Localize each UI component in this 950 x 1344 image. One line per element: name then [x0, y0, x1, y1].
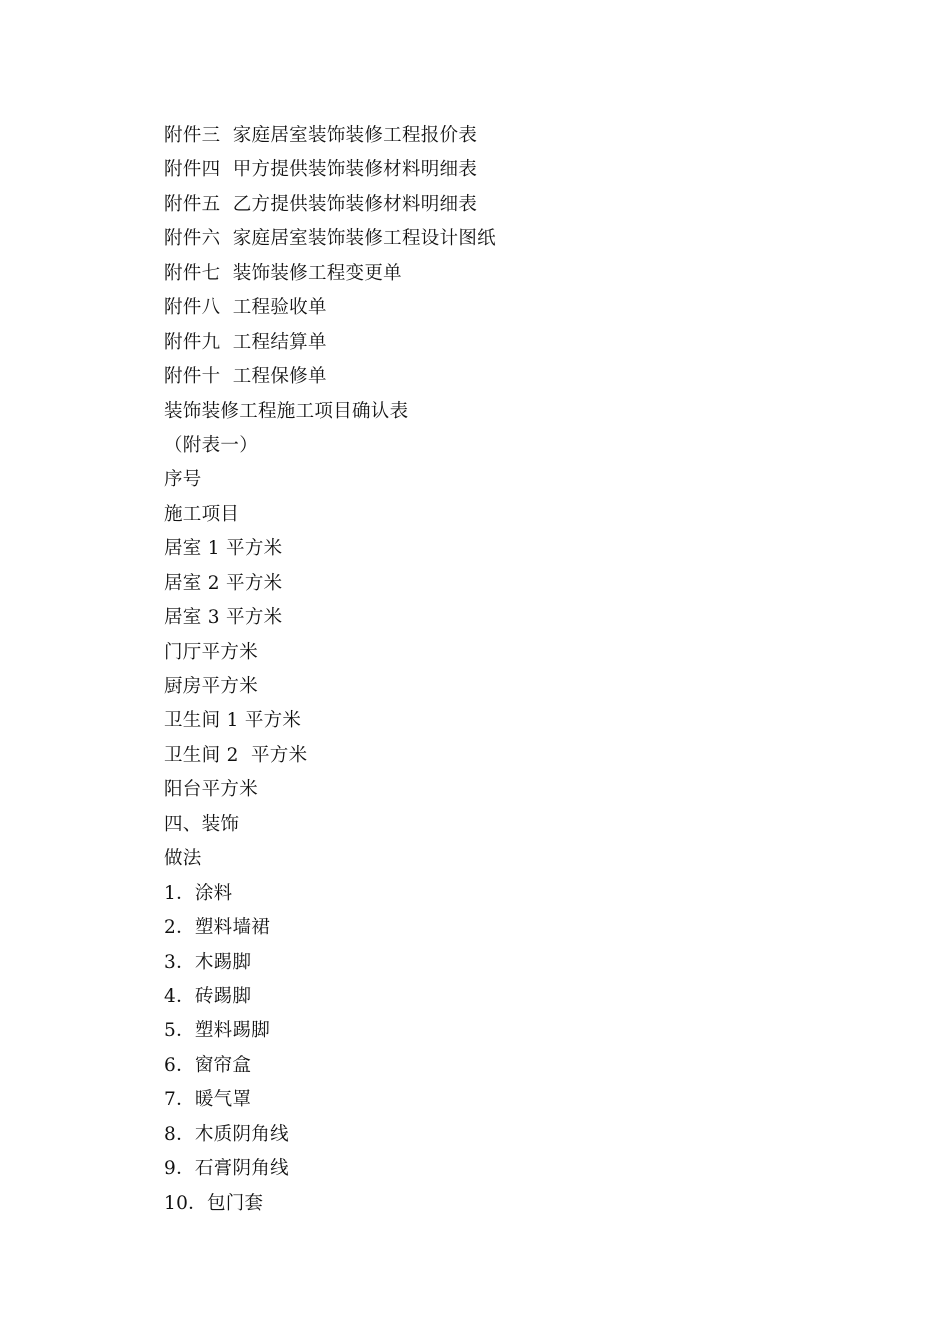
text-line: 附件九 工程结算单	[164, 331, 327, 353]
room-item: 门厅平方米	[164, 641, 259, 663]
list-item: 5．塑料踢脚	[164, 1020, 271, 1042]
room-item: 阳台平方米	[164, 779, 259, 801]
list-item: 4．砖踢脚	[164, 985, 252, 1007]
room-item: 居室 1 平方米	[164, 538, 283, 560]
text-line: 附件五 乙方提供装饰装修材料明细表	[164, 193, 478, 215]
document-body	[164, 119, 864, 1221]
list-item: 10．包门套	[164, 1192, 264, 1214]
room-item: 卫生间 1 平方米	[164, 710, 302, 732]
room-item: 厨房平方米	[164, 676, 259, 697]
column-header: 施工项目	[164, 503, 240, 525]
column-header: 做法	[164, 848, 202, 870]
text-line: 附件八 工程验收单	[164, 297, 327, 319]
list-item: 1．涂料	[164, 882, 233, 904]
column-header: 序号	[164, 469, 202, 491]
section-heading: 四、装饰	[164, 813, 240, 835]
text-line: 附件十 工程保修单	[164, 366, 327, 388]
text-line: 附件七 装饰装修工程变更单	[164, 262, 402, 284]
list-item: 8．木质阴角线	[164, 1123, 289, 1145]
list-item: 3．木踢脚	[164, 951, 252, 973]
list-item: 2．塑料墙裙	[164, 917, 271, 939]
room-item: 居室 3 平方米	[164, 607, 283, 629]
list-item: 6．窗帘盒	[164, 1054, 252, 1076]
text-line: 附件六 家庭居室装饰装修工程设计图纸	[164, 228, 496, 250]
text-line: 附件四 甲方提供装饰装修材料明细表	[164, 159, 478, 181]
room-item: 居室 2 平方米	[164, 572, 283, 594]
text-line: 附件三 家庭居室装饰装修工程报价表	[164, 125, 478, 146]
list-item: 7．暖气罩	[164, 1089, 252, 1111]
section-title: 装饰装修工程施工项目确认表	[164, 400, 409, 422]
table-caption: （附表一）	[164, 434, 259, 456]
room-item: 卫生间 2 平方米	[164, 744, 308, 766]
list-item: 9．石膏阴角线	[164, 1158, 289, 1180]
